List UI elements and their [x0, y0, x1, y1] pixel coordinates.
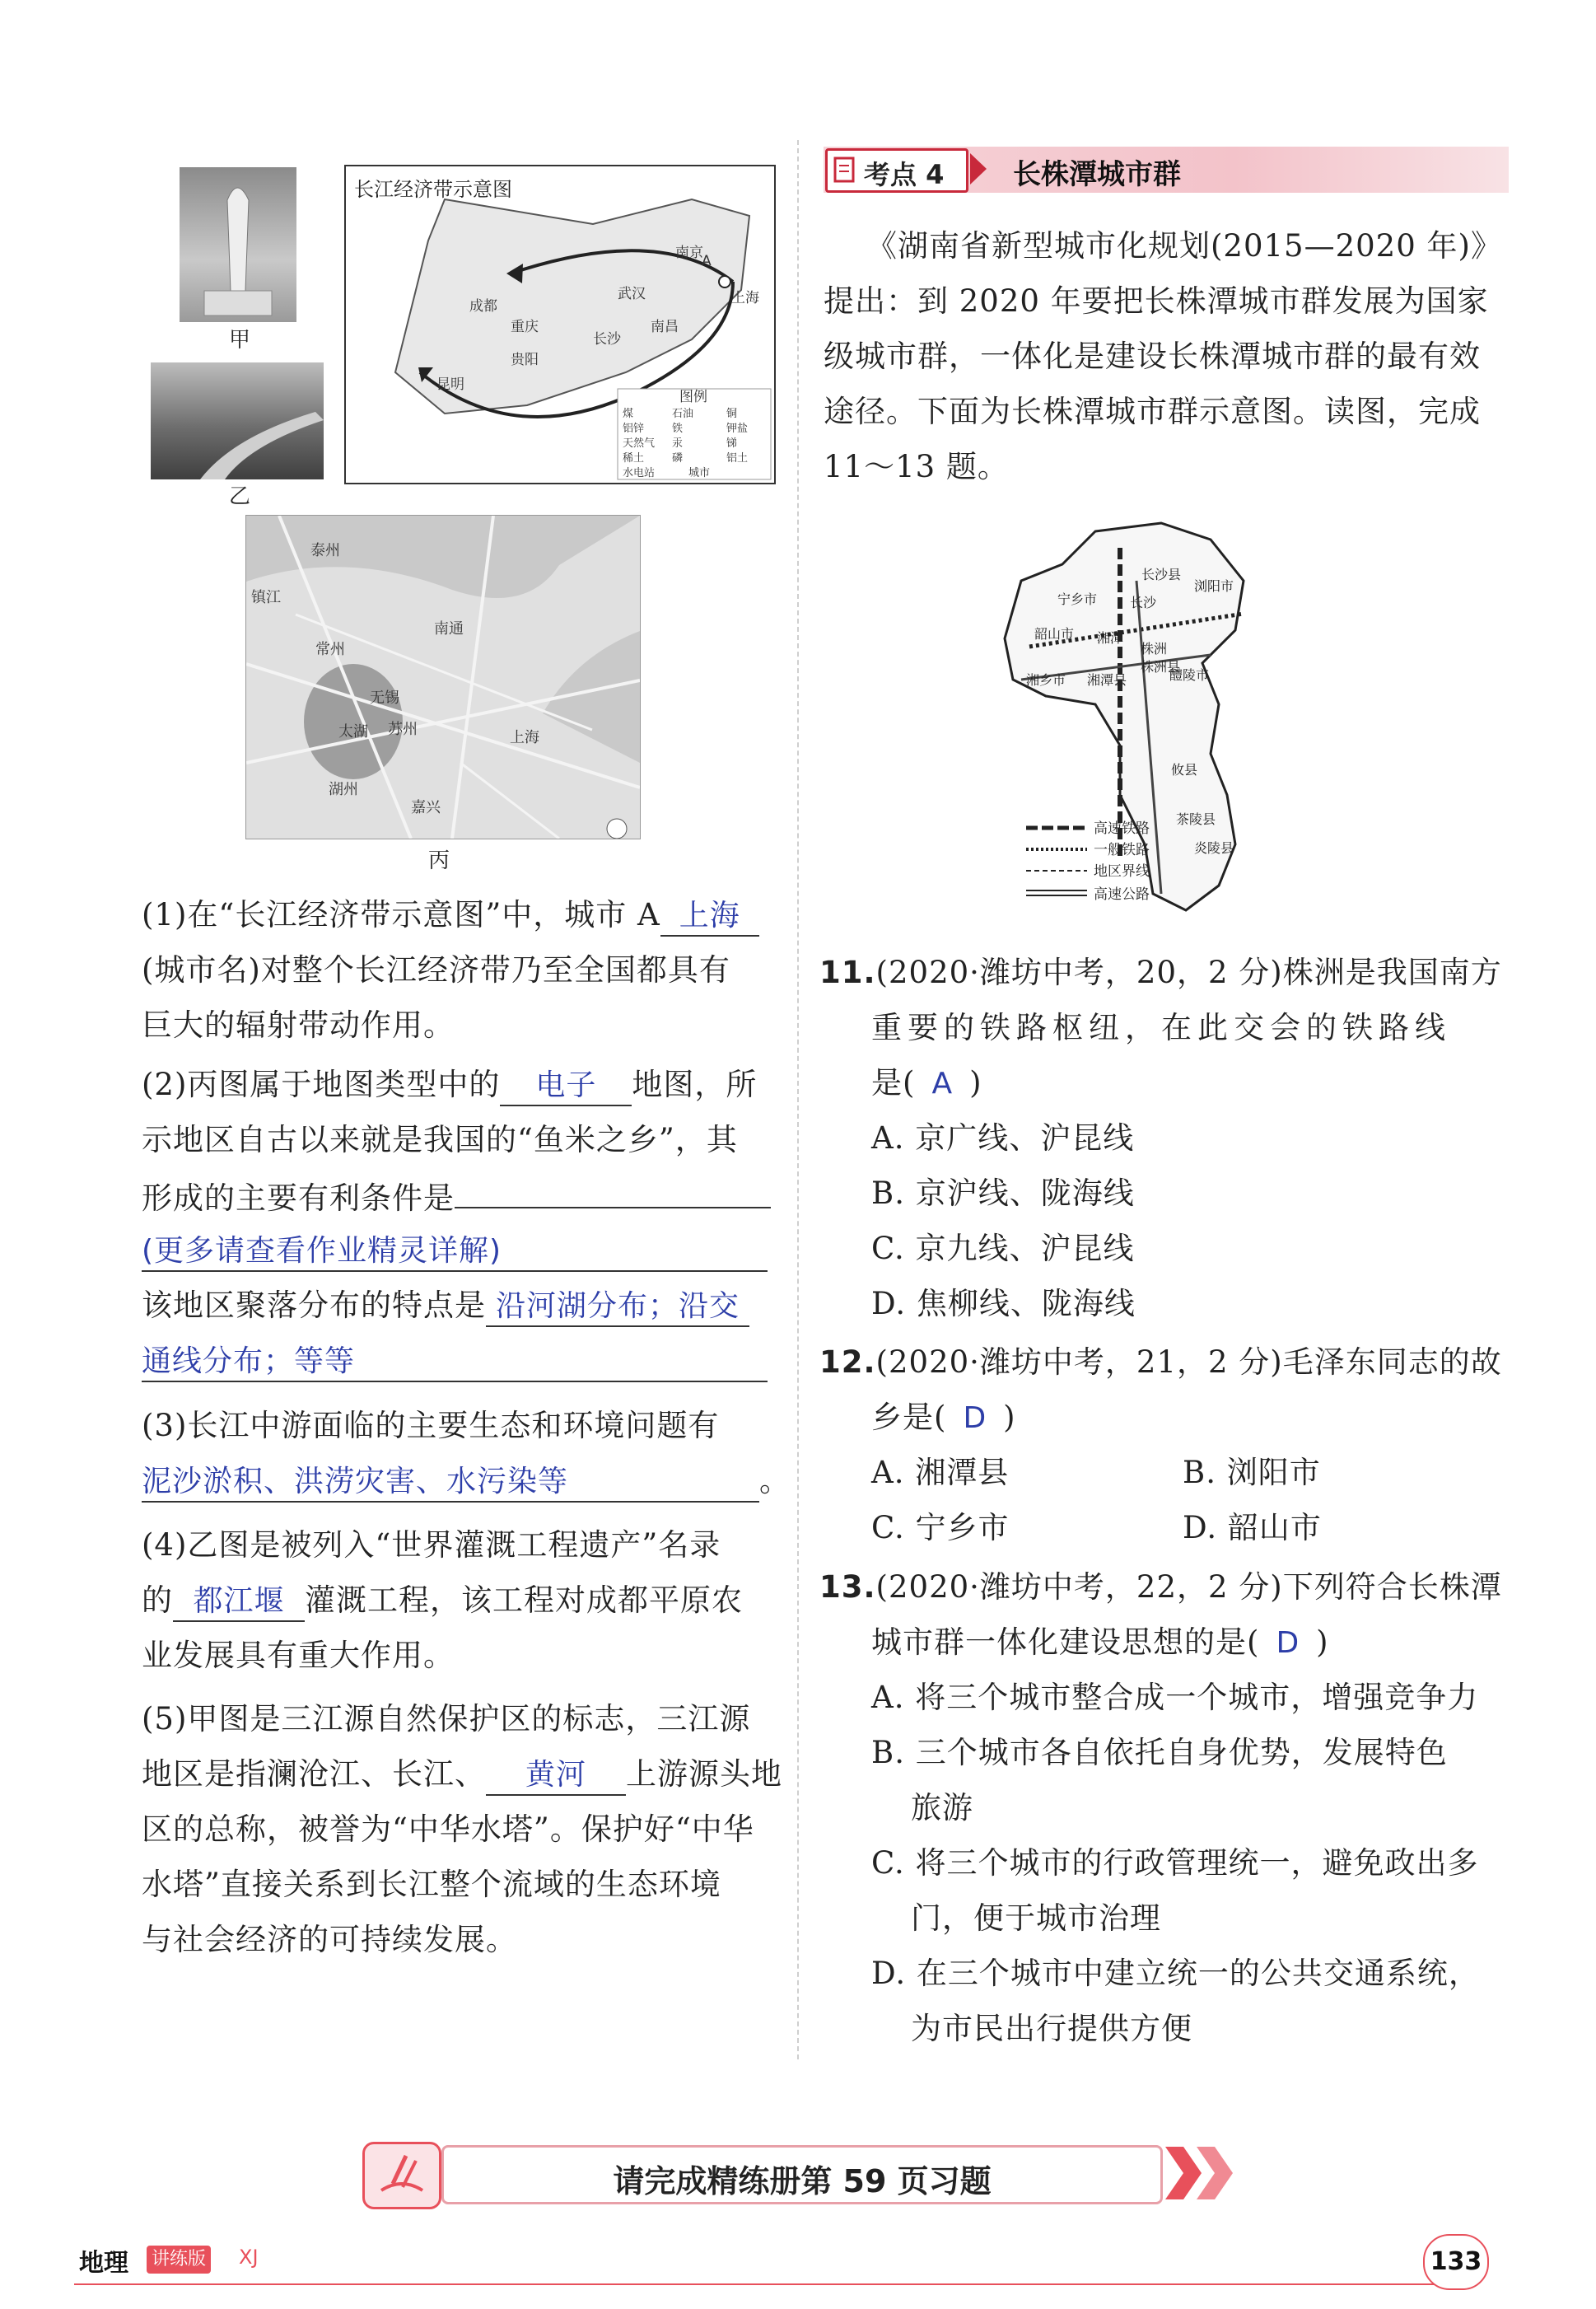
fig-jia-label: 甲 — [229, 328, 251, 353]
q11-paren-close: ) — [969, 1065, 982, 1101]
q13-option-d-cont: 为市民出行提供方便 — [911, 2011, 1192, 2046]
q11-number: 11. — [819, 955, 876, 990]
q5-answer: 黄河 — [525, 1758, 586, 1792]
map-place-label: 嘉兴 — [411, 799, 441, 816]
q5-line1: (5)甲图是三江源自然保护区的标志，三江源 — [142, 1701, 751, 1736]
map-place-label: 南昌 — [651, 319, 679, 335]
q13-option-b: B. 三个城市各自依托自身优势，发展特色 — [871, 1735, 1448, 1770]
map-place-label: 长沙县 — [1141, 567, 1182, 582]
q11-option: D. 焦柳线、陇海线 — [871, 1286, 1136, 1321]
q5-line3: 区的总称，被誉为“中华水塔”。保护好“中华 — [142, 1811, 754, 1847]
arrow-icon — [970, 153, 988, 185]
map-place-label: 醴陵市 — [1169, 667, 1210, 683]
pen-icon — [362, 2142, 441, 2209]
q13-line1: (2020·潍坊中考，22，2 分)下列符合长株潭 — [875, 1569, 1502, 1605]
legend-item: 锑 — [726, 437, 738, 450]
map-place-label: 湘乡市 — [1026, 672, 1066, 688]
yangtze-map-graphic — [346, 166, 774, 483]
q5-line4: 水塔”直接关系到长江整个流域的生态环境 — [142, 1867, 721, 1902]
map-place-label: 茶陵县 — [1176, 811, 1216, 827]
legend-item: 铝锌 — [623, 423, 645, 435]
q12-number: 12. — [819, 1344, 876, 1380]
q3-end: 。 — [759, 1463, 791, 1498]
section-header — [824, 147, 1509, 193]
legend-item: 稀土 — [623, 452, 645, 465]
legend-item: 高速公路 — [1094, 886, 1150, 903]
q11-line1: (2020·潍坊中考，20，2 分)株洲是我国南方 — [875, 955, 1502, 990]
map-place-label: 湖州 — [329, 781, 358, 798]
map-place-label: 南京 — [675, 245, 703, 261]
q2-text-post: 地图，所 — [632, 1067, 758, 1102]
map-place-label: 浏阳市 — [1194, 578, 1234, 594]
map-place-label: 常州 — [315, 641, 345, 658]
photo-jia — [180, 167, 296, 322]
footer-line — [74, 2283, 1474, 2285]
map-place-label: 长沙 — [593, 331, 621, 348]
edition-badge: 讲练版 — [147, 2246, 211, 2274]
legend-item: 石油 — [672, 408, 694, 420]
notebook-icon — [833, 156, 857, 184]
q4-pre: 的 — [142, 1582, 173, 1618]
q3-answer: 泥沙淤积、洪涝灾害、水污染等 — [142, 1465, 569, 1498]
map-legend-title: 图例 — [679, 389, 707, 405]
legend-item: 天然气 — [623, 437, 656, 450]
legend-item: 铝土 — [726, 452, 749, 465]
map-place-label: 上海 — [510, 729, 539, 746]
legend-item: 城市 — [688, 467, 711, 479]
q11-line2: 重要的铁路枢纽，在此交会的铁路线 — [871, 1010, 1451, 1045]
river-icon — [151, 362, 324, 479]
map-place-label: 太湖 — [338, 723, 368, 741]
intro-line: 提出：到 2020 年要把长株潭城市群发展为国家 — [824, 283, 1489, 319]
yangtze-belt-map — [344, 165, 776, 484]
q13-paren-close: ) — [1316, 1624, 1329, 1660]
q13-option-c: C. 将三个城市的行政管理统一，避免政出多 — [871, 1845, 1479, 1881]
fig-bing-label: 丙 — [428, 848, 450, 873]
column-divider — [797, 140, 799, 2059]
q2-line5: 该地区聚落分布的特点是 — [142, 1288, 486, 1323]
q13-answer: D — [1276, 1626, 1300, 1660]
monument-icon — [180, 167, 296, 322]
fig-yi-label: 乙 — [229, 484, 251, 509]
changzhutan-map-graphic — [996, 515, 1334, 918]
map-place-label: 炎陵县 — [1194, 840, 1234, 856]
map-place-label: 攸县 — [1171, 762, 1198, 778]
q4-line3: 业发展具有重大作用。 — [142, 1638, 455, 1673]
chevrons-icon — [1165, 2147, 1239, 2199]
q11-option: C. 京九线、沪昆线 — [871, 1231, 1135, 1266]
q2-answer-1: 电子 — [535, 1068, 597, 1102]
q5-pre: 地区是指澜沧江、长江、 — [142, 1756, 486, 1792]
q2-answer-3a: 沿河湖分布；沿交 — [495, 1289, 740, 1323]
legend-item: 钾盐 — [726, 423, 749, 435]
photo-yi — [151, 362, 324, 479]
topic-badge-label: 考点 4 — [864, 159, 945, 190]
intro-line: 级城市群，一体化是建设长株潭城市群的最有效 — [824, 339, 1481, 374]
map-place-label: 上海 — [731, 290, 759, 306]
map-place-label: 株洲县 — [1141, 659, 1181, 675]
map-place-label: 泰州 — [310, 542, 340, 559]
q2-answer-2: (更多请查看作业精灵详解) — [142, 1234, 502, 1268]
q1-line2: (城市名)对整个长江经济带乃至全国都具有 — [142, 952, 730, 988]
q11-answer: A — [931, 1067, 954, 1101]
city-a-label: A — [702, 253, 712, 269]
legend-item: 水电站 — [623, 467, 656, 479]
map-place-label: 南通 — [434, 620, 464, 638]
legend-item: 汞 — [672, 437, 684, 450]
map-title: 长江经济带示意图 — [354, 178, 512, 201]
page-number: 133 — [1423, 2234, 1489, 2290]
q4-answer: 都江堰 — [193, 1584, 285, 1618]
map-place-label: 成都 — [469, 298, 497, 315]
q12-answer: D — [963, 1401, 987, 1435]
q1-line3: 巨大的辐射带动作用。 — [142, 1007, 455, 1043]
q12-paren-close: ) — [1003, 1400, 1016, 1435]
q13-option-b-cont: 旅游 — [911, 1790, 973, 1825]
q13-option-d: D. 在三个城市中建立统一的公共交通系统， — [871, 1956, 1480, 1991]
map-place-label: 湘潭 — [1097, 630, 1124, 646]
q12-option: B. 浏阳市 — [1183, 1455, 1321, 1490]
q12-option: D. 韶山市 — [1183, 1510, 1322, 1545]
intro-line: 途径。下面为长株潭城市群示意图。读图，完成 — [824, 394, 1481, 429]
map-place-label: 韶山市 — [1034, 626, 1075, 642]
q5-line5: 与社会经济的可持续发展。 — [142, 1922, 517, 1957]
legend-item: 铁 — [672, 423, 684, 435]
map-place-label: 长沙 — [1130, 595, 1157, 610]
exercise-banner — [362, 2142, 1235, 2204]
legend-item: 高速铁路 — [1094, 820, 1150, 837]
map-place-label: 镇江 — [251, 589, 281, 606]
map-place-label: 宁乡市 — [1057, 591, 1098, 607]
map-place-label: 武汉 — [618, 286, 646, 302]
q13-paren-open: 城市群一体化建设思想的是( — [871, 1624, 1260, 1660]
q2-line3: 形成的主要有利条件是 — [142, 1180, 455, 1216]
q11-option: B. 京沪线、陇海线 — [871, 1176, 1135, 1211]
banner-text: 请完成精练册第 59 页习题 — [613, 2163, 992, 2199]
section-title: 长株潭城市群 — [1013, 158, 1181, 191]
legend-item: 磷 — [672, 452, 684, 465]
q11-option: A. 京广线、沪昆线 — [871, 1120, 1135, 1156]
q5-post: 上游源头地 — [626, 1756, 782, 1792]
q11-paren-open: 是( — [871, 1065, 916, 1101]
q13-option-c-cont: 门，便于城市治理 — [911, 1900, 1161, 1936]
q2-answer-3b: 通线分布；等等 — [142, 1344, 356, 1378]
legend-item: 一般铁路 — [1094, 842, 1150, 858]
map-place-label: 无锡 — [370, 689, 399, 707]
map-place-label: 重庆 — [511, 319, 539, 335]
bing-map-graphic — [246, 516, 640, 839]
q3-line1: (3)长江中游面临的主要生态和环境问题有 — [142, 1408, 720, 1443]
map-place-label: 湘潭县 — [1087, 672, 1127, 688]
q13-number: 13. — [819, 1569, 876, 1605]
q12-paren-open: 乡是( — [871, 1400, 947, 1435]
subject-label: 地理 — [79, 2249, 128, 2278]
edition-code: XJ — [239, 2246, 259, 2269]
legend-item: 煤 — [623, 408, 634, 420]
intro-line: 《湖南省新型城市化规划(2015—2020 年)》 — [866, 228, 1502, 264]
legend-item: 铜 — [726, 408, 738, 420]
q2-text: (2)丙图属于地图类型中的 — [142, 1067, 501, 1102]
q12-option: A. 湘潭县 — [871, 1455, 1010, 1490]
electronic-map-bing — [245, 515, 641, 839]
q1-answer: 上海 — [679, 899, 740, 932]
topic-badge — [825, 148, 968, 193]
map-place-label: 株洲 — [1141, 641, 1168, 657]
map-place-label: 贵阳 — [511, 352, 539, 368]
map-place-label: 苏州 — [388, 721, 418, 738]
q12-option: C. 宁乡市 — [871, 1510, 1010, 1545]
q12-line1: (2020·潍坊中考，21，2 分)毛泽东同志的故 — [875, 1344, 1502, 1380]
map-place-label: 昆明 — [436, 376, 464, 393]
q1-text: (1)在“长江经济带示意图”中，城市 A — [142, 897, 660, 932]
changzhutan-map — [996, 515, 1334, 918]
q4-post: 灌溉工程，该工程对成都平原农 — [305, 1582, 743, 1618]
q4-line1: (4)乙图是被列入“世界灌溉工程遗产”名录 — [142, 1527, 721, 1563]
q13-option-a: A. 将三个城市整合成一个城市，增强竞争力 — [871, 1680, 1479, 1715]
intro-line: 11～13 题。 — [824, 449, 1009, 484]
q2-line2: 示地区自古以来就是我国的“鱼米之乡”，其 — [142, 1122, 738, 1157]
legend-item: 地区界线 — [1094, 863, 1150, 880]
